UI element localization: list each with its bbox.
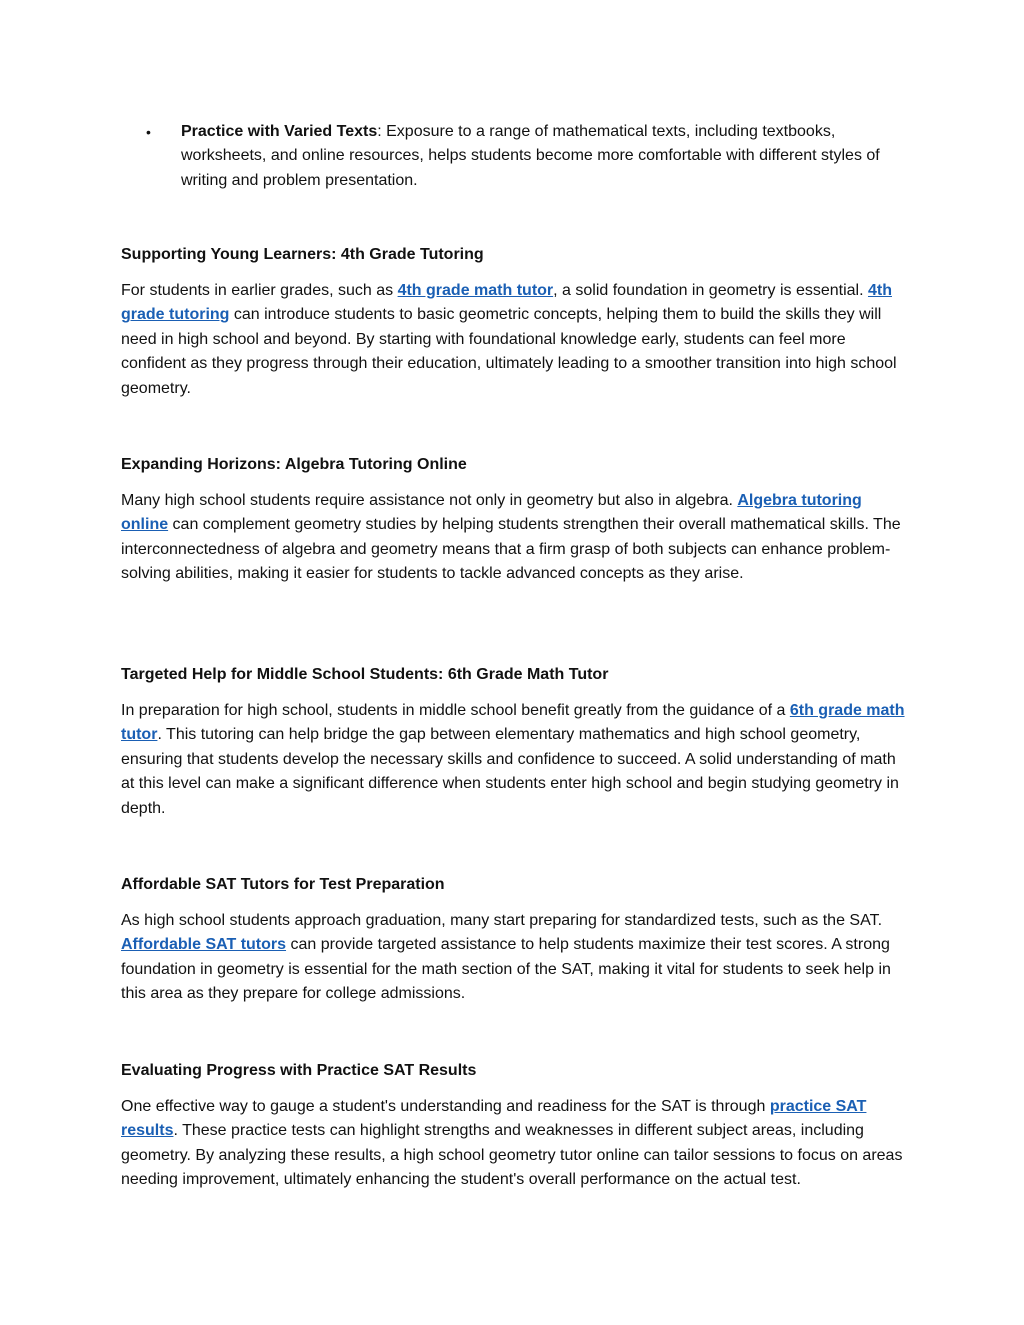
- section-heading: Affordable SAT Tutors for Test Preparation: [121, 876, 445, 893]
- paragraph-text: As high school students approach graduation, many start preparing for standardized tests, such as the SAT.: [121, 912, 883, 929]
- section-heading: Targeted Help for Middle School Students: 6th Grade Math Tutor: [121, 666, 609, 683]
- section-paragraph: [121, 699, 911, 821]
- section-heading: Evaluating Progress with Practice SAT Results: [121, 1062, 477, 1079]
- section-paragraph: [121, 489, 911, 587]
- section-paragraph: [121, 909, 911, 1007]
- paragraph-text: , a solid foundation in geometry is essential.: [553, 282, 868, 299]
- bullet-icon: •: [146, 124, 151, 140]
- paragraph-text: . These practice tests can highlight strengths and weaknesses in different subject areas, including geometry. By analyzing these results, a high school geometry tutor online can tailor sessions to focus on areas needing improvement, ultimately enhancing the student's overall performance on the actual test.: [121, 1122, 903, 1189]
- section-algebra: [121, 454, 911, 587]
- link-4th-grade-math-tutor[interactable]: 4th grade math tutor: [397, 282, 554, 299]
- paragraph-text: For students in earlier grades, such as: [121, 282, 398, 299]
- section-paragraph: [121, 1095, 911, 1193]
- section-6th-grade: [121, 664, 911, 821]
- paragraph-text: In preparation for high school, students in middle school benefit greatly from the guidance of a: [121, 702, 790, 719]
- paragraph-text: can introduce students to basic geometric concepts, helping them to build the skills they will need in high school and beyond. By starting with foundational knowledge early, students can feel more confident as they progress through their education, ultimately leading to a smoother transition into high school geometry.: [121, 306, 897, 397]
- link-algebra-tutoring-online[interactable]: Algebra tutoring online: [121, 492, 862, 534]
- paragraph-text: One effective way to gauge a student's understanding and readiness for the SAT is through: [121, 1098, 770, 1115]
- bullet-text: [181, 120, 911, 193]
- bullet-title: Practice with Varied Texts: [181, 123, 378, 140]
- bullet-item: [121, 120, 921, 193]
- paragraph-text: Many high school students require assistance not only in geometry but also in algebra.: [121, 492, 738, 509]
- link-practice-sat-results[interactable]: practice SAT results: [121, 1098, 867, 1140]
- section-practice-sat: [121, 1060, 911, 1193]
- link-4th-grade-tutoring[interactable]: 4th grade tutoring: [121, 282, 892, 324]
- link-affordable-sat-tutors[interactable]: Affordable SAT tutors: [121, 936, 287, 954]
- section-heading: Expanding Horizons: Algebra Tutoring Online: [121, 456, 467, 473]
- section-4th-grade: [121, 244, 911, 401]
- link-6th-grade-math-tutor[interactable]: 6th grade math tutor: [121, 702, 905, 744]
- section-paragraph: [121, 279, 911, 401]
- paragraph-text: can provide targeted assistance to help students maximize their test scores. A strong foundation in geometry is essential for the math section of the SAT, making it vital for students to seek help in this area as they prepare for college admissions.: [121, 936, 891, 1003]
- paragraph-text: can complement geometry studies by helping students strengthen their overall mathematical skills. The interconnectedness of algebra and geometry means that a firm grasp of both subjects can enhance problem-solving abilities, making it easier for students to tackle advanced concepts as they arise.: [121, 516, 901, 583]
- paragraph-text: . This tutoring can help bridge the gap between elementary mathematics and high school geometry, ensuring that students develop the necessary skills and confidence to succeed. A solid understanding of math at this level can make a significant difference when students enter high school and begin studying geometry in depth.: [121, 726, 899, 817]
- section-heading: Supporting Young Learners: 4th Grade Tutoring: [121, 246, 484, 263]
- bullet-body: : Exposure to a range of mathematical texts, including textbooks, worksheets, and online resources, helps students become more comfortable with different styles of writing and problem presentation.: [181, 123, 880, 189]
- section-sat-tutors: [121, 874, 911, 1007]
